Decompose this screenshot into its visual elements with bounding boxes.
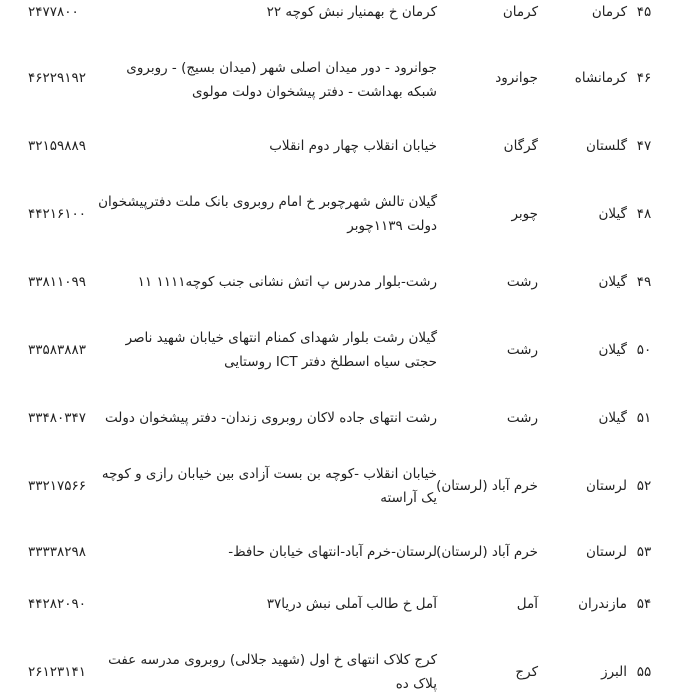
row-number: ۴۶ [636, 70, 652, 86]
address: کرمان خ بهمنیار نبش کوچه ۲۲ [266, 4, 437, 20]
province: گیلان [598, 410, 627, 426]
address: آمل خ طالب آملی نبش دریا۳۷ [266, 596, 437, 612]
address: خیابان انقلاب چهار دوم انقلاب [269, 138, 437, 154]
row-number: ۵۱ [636, 410, 652, 426]
address: گیلان تالش شهرچوبر خ امام روبروی بانک ملت دفترپیشخوان دولت ۱۱۳۹چوبر [98, 194, 437, 234]
city: گرگان [503, 138, 538, 154]
phone: ۳۳۲۱۷۵۶۶ [28, 478, 87, 494]
province: لرستان [586, 478, 627, 494]
province: گیلان [598, 206, 627, 222]
city: رشت [506, 342, 538, 358]
row-number: ۴۷ [636, 138, 652, 154]
city: آمل [516, 596, 538, 612]
phone: ۲۶۱۲۳۱۴۱ [28, 664, 87, 680]
row-number: ۴۸ [636, 206, 652, 222]
phone: ۳۳۴۸۰۳۴۷ [28, 410, 87, 426]
phone: ۳۲۱۵۹۸۸۹ [28, 138, 87, 154]
phone: ۳۳۵۸۳۸۸۳ [28, 342, 87, 358]
city: کرج [515, 664, 538, 680]
row-number: ۵۰ [636, 342, 652, 358]
row-number: ۴۹ [636, 274, 652, 290]
phone: ۲۴۷۷۸۰۰ [28, 4, 79, 20]
address: جوانرود - دور میدان اصلی شهر (میدان بسیج) - روبروی شبکه بهداشت - دفتر پیشخوان دولت مولوی [126, 60, 437, 100]
row-number: ۴۵ [636, 4, 652, 20]
phone: ۴۴۲۱۶۱۰۰ [28, 206, 87, 222]
phone: ۳۳۸۱۱۰۹۹ [28, 274, 87, 290]
phone: ۴۶۲۲۹۱۹۲ [28, 70, 87, 86]
province: البرز [601, 664, 627, 680]
province: مازندران [578, 596, 627, 612]
address: رشت-بلوار مدرس پ اتش نشانی جنب کوچه۱۱۱۱ ۱۱ [137, 274, 437, 290]
address: لرستان-خرم آباد-انتهای خیابان حافظ- [228, 544, 437, 560]
province: گیلان [598, 274, 627, 290]
province: گیلان [598, 342, 627, 358]
phone: ۴۴۲۸۲۰۹۰ [28, 596, 87, 612]
city: خرم آباد (لرستان) [436, 544, 538, 560]
city: جوانرود [495, 70, 538, 86]
address: رشت انتهای جاده لاکان روبروی زندان- دفتر پیشخوان دولت [105, 410, 437, 426]
row-number: ۵۳ [636, 544, 652, 560]
city: رشت [506, 274, 538, 290]
city: خرم آباد (لرستان) [436, 478, 538, 494]
row-number: ۵۵ [636, 664, 652, 680]
city: کرمان [502, 4, 538, 20]
province: گلستان [585, 138, 627, 154]
address: خیابان انقلاب -کوچه بن بست آزادی بین خیابان رازی و کوچه یک آراسته [101, 466, 437, 506]
address: گیلان رشت بلوار شهدای کمنام انتهای خیابان شهید ناصر حجتی سیاه اسطلخ دفتر ICT روستایی [125, 330, 437, 370]
row-number: ۵۴ [636, 596, 652, 612]
address: کرج کلاک انتهای خ اول (شهید جلالی) روبروی مدرسه عفت پلاک ده [108, 652, 437, 692]
province: کرمان [591, 4, 627, 20]
phone: ۳۳۳۳۸۲۹۸ [28, 544, 87, 560]
city: رشت [506, 410, 538, 426]
province: کرمانشاه [574, 70, 627, 86]
city: چوبر [511, 206, 538, 222]
row-number: ۵۲ [636, 478, 652, 494]
province: لرستان [586, 544, 627, 560]
